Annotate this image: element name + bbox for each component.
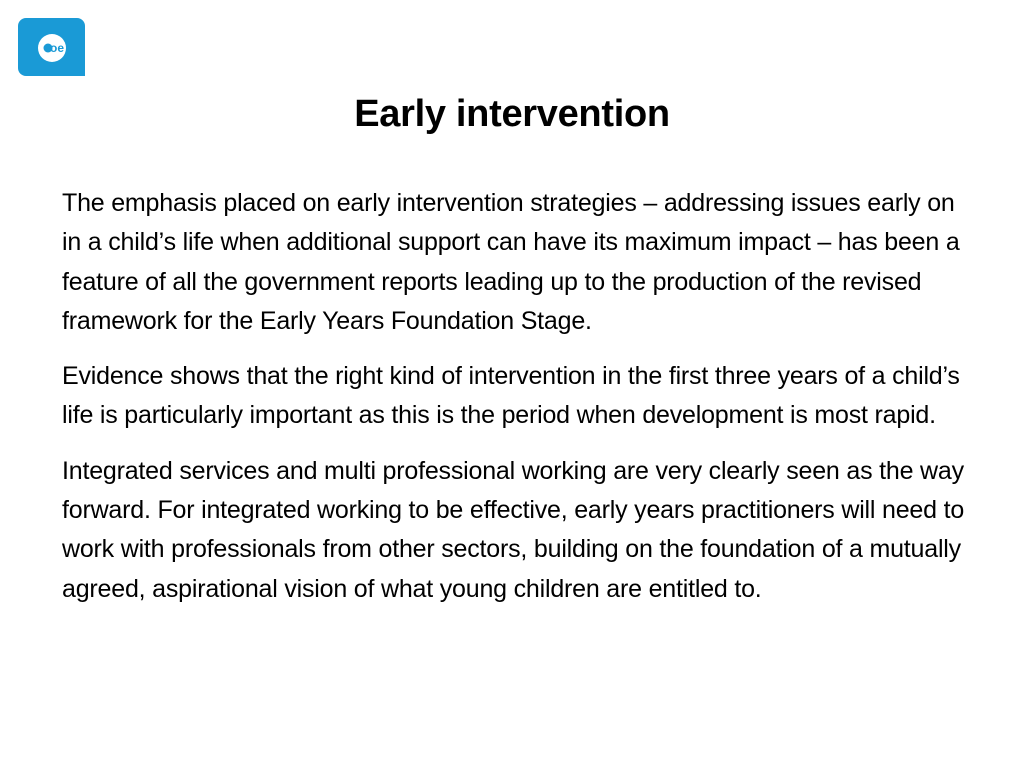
oe-logo-icon bbox=[18, 18, 85, 76]
slide-title: Early intervention bbox=[354, 93, 670, 135]
logo-text: oe bbox=[49, 41, 65, 55]
paragraph-early-intervention: The emphasis placed on early intervention strategies – addressing issues early on in a child’s life when additional support can have its maximum impact – has been a feature of all the government reports leading up to the production of the revised framework for the Early Years Foundation Stage. bbox=[62, 189, 960, 335]
paragraph-evidence: Evidence shows that the right kind of intervention in the first three years of a child’s life is particularly important as this is the period when development is most rapid. bbox=[62, 362, 960, 430]
slide-body bbox=[62, 184, 967, 625]
paragraph-integrated-services: Integrated services and multi professional working are very clearly seen as the way forward. For integrated working to be effective, early years practitioners will need to work with professionals from other sectors, building on the foundation of a mutually agreed, aspirational vision of what young children are entitled to. bbox=[62, 456, 965, 603]
oe-logo-mark bbox=[18, 18, 85, 76]
